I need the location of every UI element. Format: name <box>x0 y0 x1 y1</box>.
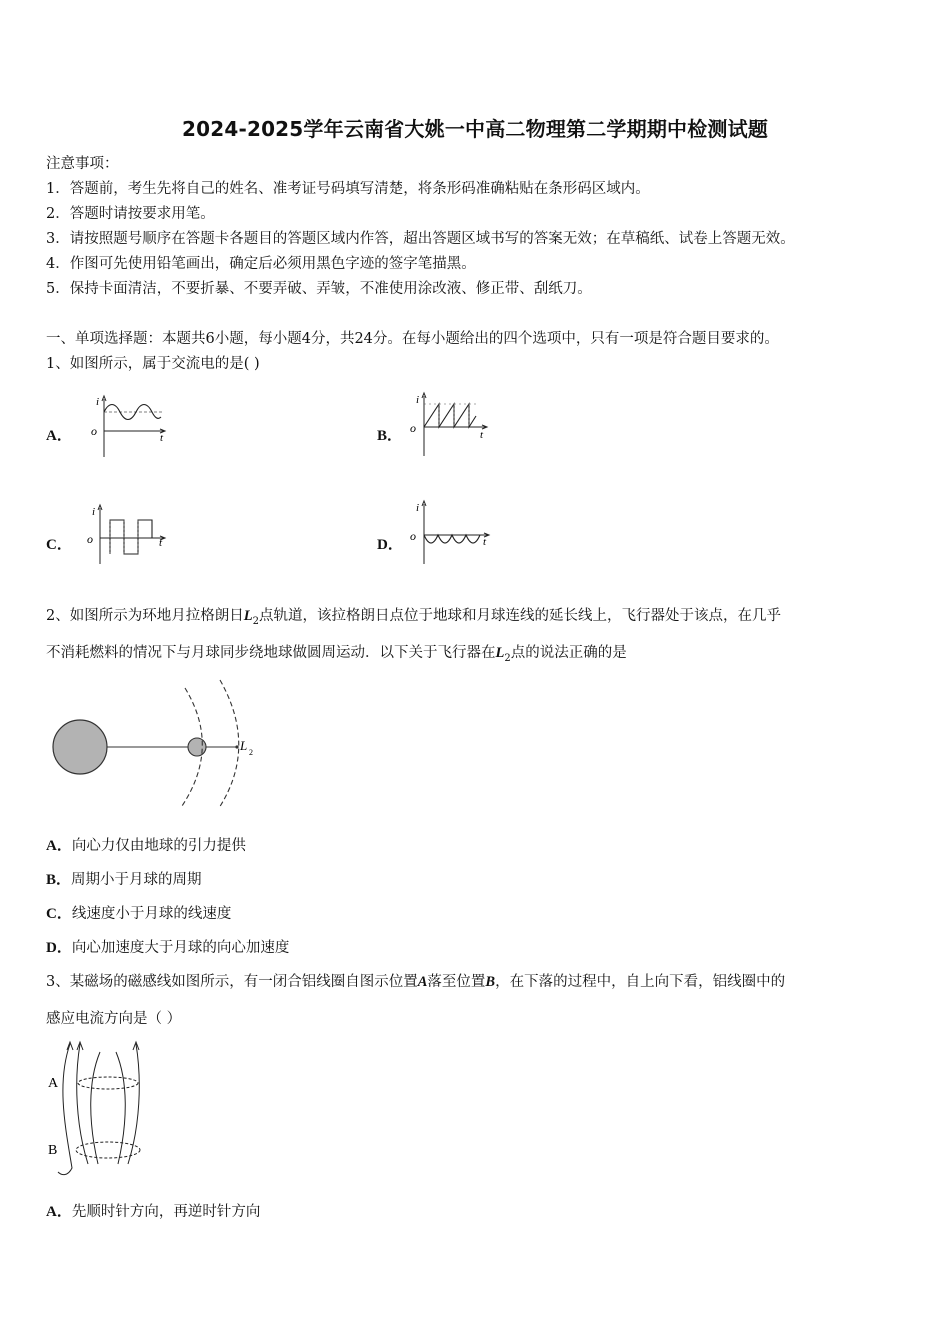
q1-d-axis-x: t <box>483 536 487 548</box>
coil-b <box>76 1142 140 1158</box>
q1-a-origin: o <box>91 424 97 438</box>
earth-circle <box>53 720 107 774</box>
q1-stem: 1、如图所示，属于交流电的是( ) <box>46 356 260 372</box>
q1-graph-d <box>404 498 496 566</box>
q1-option-c-label: C． <box>46 537 72 553</box>
q3-label-a: A <box>48 1076 59 1091</box>
q1-option-a-label: A． <box>46 428 72 444</box>
notice-heading: 注意事项： <box>46 156 119 172</box>
q2-option-a: A．向心力仅由地球的引力提供 <box>46 838 246 854</box>
q1-b-axis-x: t <box>480 429 484 441</box>
l2-label: L <box>240 738 248 753</box>
notice-item-3: 3．请按照题号顺序在答题卡各题目的答题区域内作答，超出答题区域书写的答案无效；在草稿纸、试卷上答题无效。 <box>46 231 795 247</box>
q2-orbit-figure <box>46 678 276 810</box>
q1-c-axis-x: t <box>159 537 163 549</box>
q1-option-d-label: D． <box>377 537 403 553</box>
section-heading: 一、单项选择题：本题共6小题，每小题4分，共24分。在每小题给出的四个选项中，只有一项是符合题目要求的。 <box>46 331 779 347</box>
q2-stem-line-1: 2、如图所示为环地月拉格朗日$L_2$点轨道，该拉格朗日点位于地球和月球连线的延长线上，飞行器处于该点，在几乎 <box>46 608 781 627</box>
q3-magnetic-field-figure <box>46 1036 156 1176</box>
q2-option-d: D．向心加速度大于月球的向心加速度 <box>46 940 290 956</box>
q1-d-origin: o <box>410 529 416 543</box>
q1-graph-a <box>88 393 170 459</box>
notice-item-4: 4．作图可先使用铅笔画出，确定后必须用黑色字迹的签字笔描黑。 <box>46 256 476 272</box>
notice-item-5: 5．保持卡面清洁，不要折暴、不要弄破、弄皱，不准使用涂改液、修正带、刮纸刀。 <box>46 281 592 297</box>
q3-stem-line-2: 感应电流方向是（ ） <box>46 1011 182 1027</box>
q2-option-c: C．线速度小于月球的线速度 <box>46 906 232 922</box>
q1-d-axis-y: i <box>416 502 420 514</box>
q2-stem-line-2: 不消耗燃料的情况下与月球同步绕地球做圆周运动．以下关于飞行器在$L_2$点的说法正确的是 <box>46 645 627 664</box>
q1-c-axis-y: i <box>92 506 96 518</box>
q3-stem-line-1: 3、某磁场的磁感线如图所示，有一闭合铝线圈自图示位置A落至位置B，在下落的过程中，自上向下看，铝线圈中的 <box>46 974 786 990</box>
q1-b-origin: o <box>410 421 416 435</box>
q1-b-axis-y: i <box>416 394 420 406</box>
l2-label-sub: 2 <box>249 748 253 757</box>
q1-option-b-label: B． <box>377 428 403 444</box>
q3-option-a: A．先顺时针方向，再逆时针方向 <box>46 1204 261 1220</box>
q1-a-axis-y: i <box>96 396 100 408</box>
coil-a <box>78 1077 138 1089</box>
notice-item-2: 2．答题时请按要求用笔。 <box>46 206 215 222</box>
page-title: 2024-2025学年云南省大姚一中高二物理第二学期期中检测试题 <box>181 117 769 141</box>
q1-graph-c <box>86 502 172 566</box>
moon-circle <box>188 738 206 756</box>
l2-orbit <box>219 680 239 808</box>
q1-c-origin: o <box>87 532 93 546</box>
q1-a-axis-x: t <box>160 432 164 444</box>
q1-graph-b <box>404 390 494 458</box>
q2-option-b: B．周期小于月球的周期 <box>46 872 202 888</box>
notice-item-1: 1．答题前，考生先将自己的姓名、准考证号码填写清楚，将条形码准确粘贴在条形码区域内。 <box>46 181 650 197</box>
q3-label-b: B <box>48 1143 58 1158</box>
